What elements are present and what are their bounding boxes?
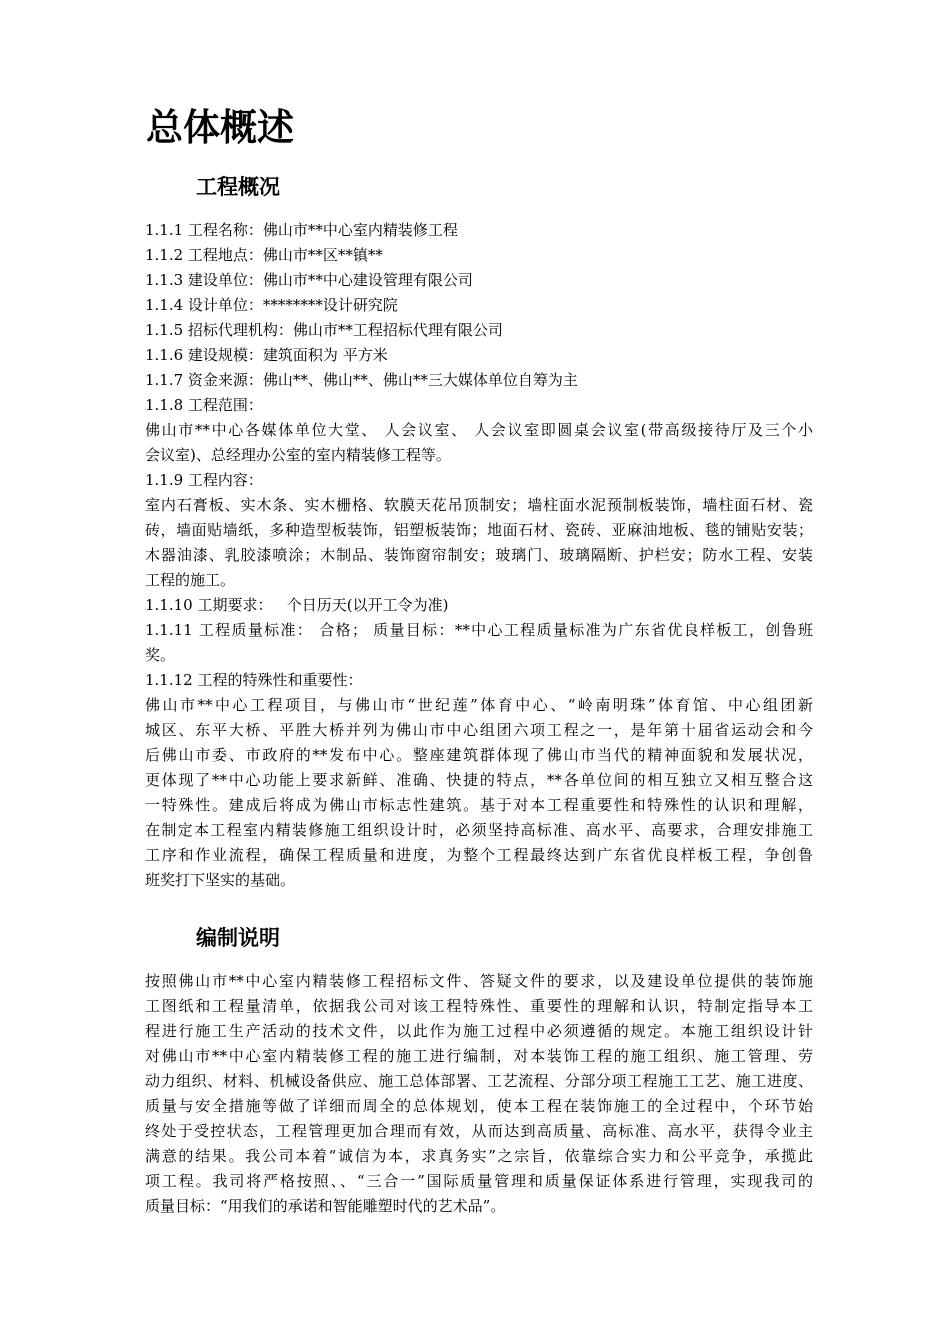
project-overview-body (145, 218, 813, 893)
text-line: 按照佛山市**中心室内精装修工程招标文件、答疑文件的要求，以及建设单位提供的装饰施 (145, 972, 813, 990)
text-line: 在制定本工程室内精装修施工组织设计时，必须坚持高标准、高水平、高要求，合理安排施工 (145, 821, 813, 839)
text-line: 1.1.1 工程名称：佛山市**中心室内精装修工程 (145, 221, 458, 239)
text-line: 木器油漆、乳胶漆喷涂；木制品、装饰窗帘制安；玻璃门、玻璃隔断、护栏安；防水工程、安装 (145, 546, 813, 564)
text-line: 动力组织、材料、机械设备供应、施工总体部署、工艺流程、分部分项工程施工工艺、施工进度、 (145, 1072, 813, 1090)
text-line: 满意的结果。我公司本着“诚信为本，求真务实”之宗旨，依靠综合实力和公平竞争，承揽此 (145, 1147, 813, 1165)
text-line: 1.1.8 工程范围： (145, 396, 263, 414)
text-line: 质量与安全措施等做了详细而周全的总体规划，使本工程在装饰施工的全过程中，个环节始 (145, 1097, 813, 1115)
text-line: 1.1.9 工程内容： (145, 471, 263, 489)
text-line: 1.1.12 工程的特殊性和重要性： (145, 671, 363, 689)
text-line: 室内石膏板、实木条、实木栅格、软膜天花吊顶制安；墙柱面水泥预制板装饰，墙柱面石材、瓷 (145, 496, 813, 514)
text-line: 1.1.10 工期要求： 个日历天(以开工令为准) (145, 596, 449, 614)
text-line: 会议室)、总经理办公室的室内精装修工程等。 (145, 446, 451, 464)
text-line: 佛山市**中心各媒体单位大堂、 人会议室、 人会议室即圆桌会议室(带高级接待厅及三个小 (145, 421, 813, 439)
text-line: 项工程。我司将严格按照、、“三合一”国际质量管理和质量保证体系进行管理，实现我司的 (145, 1172, 813, 1190)
text-line: 质量目标：“用我们的承诺和智能雕塑时代的艺术品”。 (145, 1197, 506, 1215)
text-line: 1.1.7 资金来源：佛山**、佛山**、佛山**三大媒体单位自筹为主 (145, 371, 578, 389)
text-line: 1.1.4 设计单位：********设计研究院 (145, 296, 398, 314)
text-line: 工图纸和工程量清单，依据我公司对该工程特殊性、重要性的理解和认识，特制定指导本工 (145, 997, 813, 1015)
chapter-title: 总体概述 (146, 106, 294, 149)
text-line: 1.1.5 招标代理机构：佛山市**工程招标代理有限公司 (145, 321, 503, 339)
compilation-notes-body (145, 969, 813, 1219)
text-line: 程进行施工生产活动的技术文件，以此作为施工过程中必须遵循的规定。本施工组织设计针 (145, 1022, 813, 1040)
section-title-compilation-notes: 编制说明 (196, 926, 280, 950)
text-line: 1.1.3 建设单位：佛山市**中心建设管理有限公司 (145, 271, 473, 289)
text-line: 班奖打下坚实的基础。 (145, 871, 296, 889)
text-line: 一特殊性。建成后将成为佛山市标志性建筑。基于对本工程重要性和特殊性的认识和理解， (145, 796, 813, 814)
text-line: 更体现了**中心功能上要求新鲜、准确、快捷的特点，**各单位间的相互独立又相互整合这 (145, 771, 813, 789)
text-line: 1.1.11 工程质量标准： 合格； 质量目标：**中心工程质量标准为广东省优良样板工，创鲁班 (145, 621, 813, 639)
text-line: 城区、东平大桥、平胜大桥并列为佛山市中心组团六项工程之一，是年第十届省运动会和今 (145, 721, 813, 739)
text-line: 对佛山市**中心室内精装修工程的施工进行编制，对本装饰工程的施工组织、施工管理、劳 (145, 1047, 813, 1065)
text-line: 奖。 (145, 646, 176, 664)
section-title-project-overview: 工程概况 (196, 175, 280, 199)
text-line: 1.1.2 工程地点：佛山市**区**镇** (145, 246, 383, 264)
text-line: 佛山市**中心工程项目，与佛山市“世纪莲”体育中心、“岭南明珠”体育馆、中心组团新 (145, 696, 813, 714)
text-line: 终处于受控状态，工程管理更加合理而有效，从而达到高质量、高标准、高水平，获得令业主 (145, 1122, 813, 1140)
text-line: 1.1.6 建设规模：建筑面积为 平方米 (145, 346, 388, 364)
text-line: 工程的施工。 (145, 571, 236, 589)
text-line: 砖，墙面贴墙纸，多种造型板装饰，铝塑板装饰；地面石材、瓷砖、亚麻油地板、毯的铺贴安装； (145, 521, 813, 539)
text-line: 工序和作业流程，确保工程质量和进度，为整个工程最终达到广东省优良样板工程，争创鲁 (145, 846, 813, 864)
text-line: 后佛山市委、市政府的**发布中心。整座建筑群体现了佛山市当代的精神面貌和发展状况， (145, 746, 813, 764)
